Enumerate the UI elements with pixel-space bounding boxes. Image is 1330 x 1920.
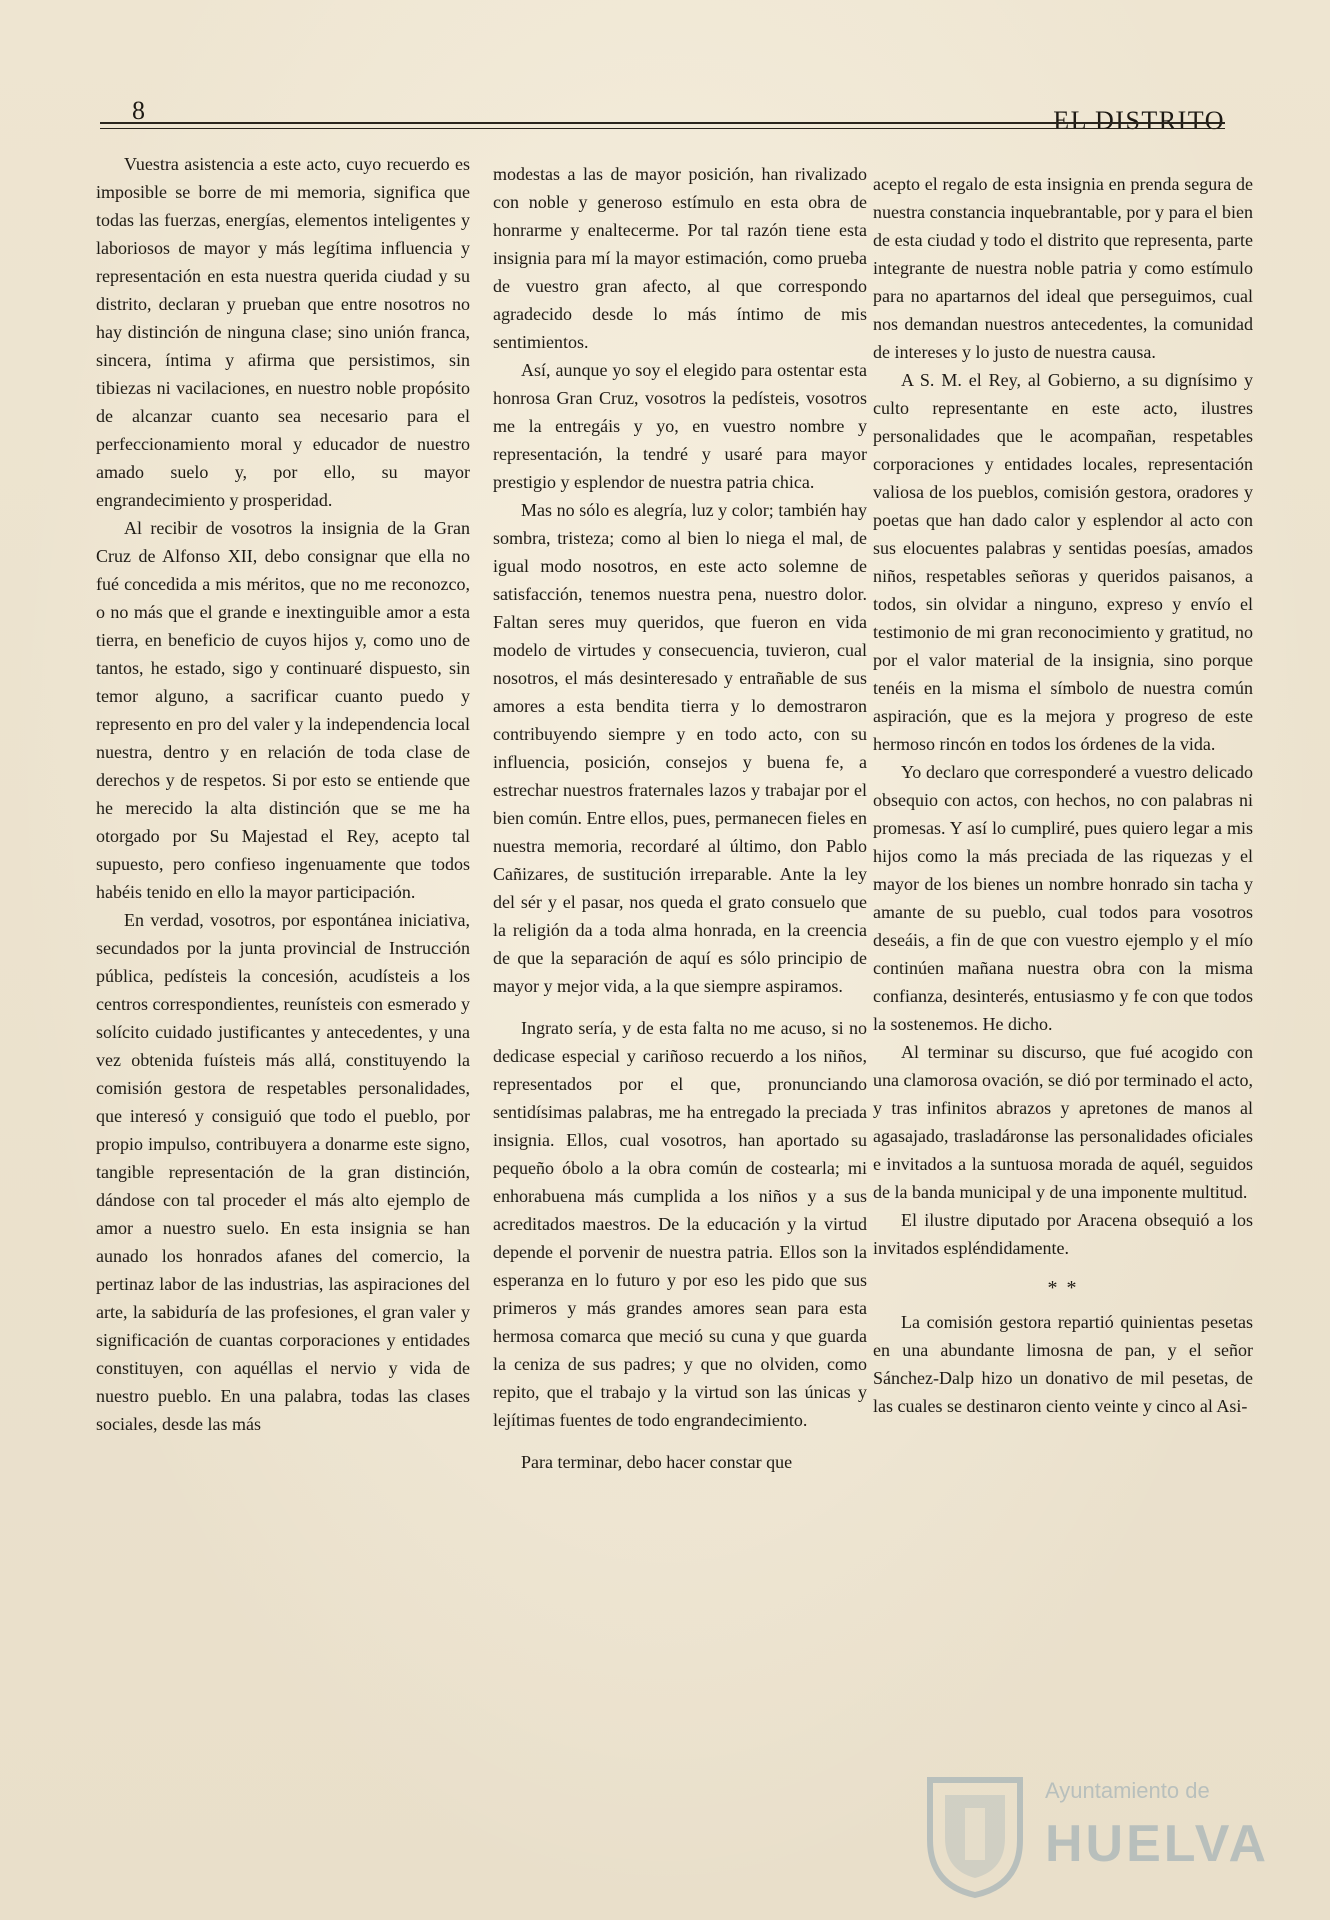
column-2 — [493, 160, 867, 1476]
paragraph: Mas no sólo es alegría, luz y color; también hay sombra, tristeza; como al bien lo niega el mal, de igual modo nosotros, en este acto solemne de satisfacción, tenemos nuestra pena, nuestro dolor. Faltan seres muy queridos, que fueron en vida modelo de virtudes y consecuencia, tuvieron, cual nosotros, el más desinteresado y entrañable de sus amores a esta bendita tierra y lo demostraron contribuyendo siempre y en todo acto, con su influencia, posición, consejos y buena fe, a estrechar nuestros fraternales lazos y trabajar por el bien común. Entre ellos, pues, permanecen fieles en nuestra memoria, recordaré al último, don Pablo Cañizares, de sustitución irreparable. Ante la ley del sér y el pasar, nos queda el grato consuelo que la religión da a toda alma honrada, en la creencia de que la separación de aquí es sólo principio de mayor y mejor vida, a la que siempre aspiramos. — [493, 500, 867, 996]
paragraph: Al recibir de vosotros la insignia de la Gran Cruz de Alfonso XII, debo consignar que ella no fué concedida a mis méritos, que no me reconozco, o no más que el grande e inextinguible amor a esta tierra, en beneficio de cuyos hijos y, como uno de tantos, he estado, sigo y continuaré dispuesto, sin temor alguno, a sacrificar cuanto puedo y represento en pro del valer y la independencia local nuestra, dentro y en relación de toda clase de derechos y de respetos. Si por esto se entiende que he merecido la alta distinción que se me ha otorgado por Su Majestad el Rey, acepto tal supuesto, pero confieso ingenuamente que todos habéis tenido en ello la mayor participación. — [96, 518, 470, 902]
paragraph: En verdad, vosotros, por espontánea iniciativa, secundados por la junta provincial de Instrucción pública, pedísteis la concesión, acudísteis a los centros correspondientes, reunísteis con esmerado y solícito cuidado justificantes y antecedentes, y una vez obtenida fuísteis más allá, constituyendo la comisión gestora de respetables personalidades, que interesó y consiguió que todo el pueblo, por propio impulso, contribuyera a donarme este signo, tangible representación de la gran distinción, dándose con tal proceder el más alto ejemplo de amor a nuestro suelo. En esta insignia se han aunado los honrados afanes del comercio, la pertinaz labor de las industrias, las aspiraciones del arte, la sabiduría de las profesiones, el gran valer y significación de cuantas corporaciones y entidades constituyen, con aquéllas el nervio y vida de nuestro pueblo. En una palabra, todas las clases sociales, desde las más — [96, 910, 470, 1434]
column-1 — [96, 150, 470, 1438]
paragraph: modestas a las de mayor posición, han rivalizado con noble y generoso estímulo en esta obra de honrarme y enaltecerme. Por tal razón tiene esta insignia para mí la mayor estimación, como prueba de vuestro gran afecto, al que correspondo agradecido desde lo más íntimo de mis sentimientos. — [493, 164, 867, 352]
paragraph: acepto el regalo de esta insignia en prenda segura de nuestra constancia inquebrantable, por y para el bien de esta ciudad y todo el distrito que representa, parte integrante de nuestra noble patria y como estímulo para no apartarnos del ideal que perseguimos, cual nos demandan nuestros antecedentes, la comunidad de intereses y lo justo de nuestra causa. — [873, 174, 1253, 362]
header-rule — [100, 122, 1225, 124]
paragraph: Ingrato sería, y de esta falta no me acuso, si no dedicase especial y cariñoso recuerdo a los niños, representados por el que, pronunciando sentidísimas palabras, me ha entregado la preciada insignia. Ellos, cual vosotros, han aportado su pequeño óbolo a la obra común de costearla; mi enhorabuena más cumplida a los niños y a sus acreditados maestros. De la educación y la virtud depende el porvenir de nuestra patria. Ellos son la esperanza en lo futuro y por eso les pido que sus primeros y más grandes amores sean para esta hermosa comarca que meció su cuna y que guarda la ceniza de sus padres; y que no olviden, como repito, que el trabajo y la virtud son las únicas y lejítimas fuentes de todo engrandecimiento. — [493, 1018, 867, 1430]
section-separator: * * — [1047, 1277, 1079, 1299]
paragraph: El ilustre diputado por Aracena obsequió a los invitados espléndidamente. — [873, 1210, 1253, 1258]
page-header — [100, 96, 1225, 136]
paragraph: Así, aunque yo soy el elegido para ostentar esta honrosa Gran Cruz, vosotros la pedísteis, vosotros me la entregáis y yo, en vuestro nombre y representación, la tendré y usaré para mayor prestigio y esplendor de nuestra patria chica. — [493, 360, 867, 492]
watermark-line-2: HUELVA — [1045, 1815, 1270, 1873]
coat-of-arms-icon — [920, 1770, 1030, 1900]
paragraph: Vuestra asistencia a este acto, cuyo recuerdo es imposible se borre de mi memoria, significa que todas las fuerzas, energías, elementos inteligentes y laboriosos de mayor y más legítima influencia y representación en esta nuestra querida ciudad y su distrito, declaran y prueban que entre nosotros no hay distinción de ninguna clase; sino unión franca, sincera, íntima y afirma que persistimos, sin tibiezas ni vacilaciones, en nuestro noble propósito de alcanzar cuanto sea necesario para el perfeccionamiento moral y educador de nuestro amado suelo y, por ello, su mayor engrandecimiento y prosperidad. — [96, 154, 470, 510]
column-3 — [873, 170, 1253, 1420]
watermark — [920, 1770, 1270, 1900]
paragraph: Yo declaro que corresponderé a vuestro delicado obsequio con actos, con hechos, no con palabras ni promesas. Y así lo cumpliré, pues quiero legar a mis hijos como la más preciada de las riquezas y el mayor de los bienes un nombre honrado sin tacha y amante de su pueblo, cual todos para vosotros deseáis, a fin de que con vuestro ejemplo y el mío continúen mañana nuestra obra con la misma confianza, desinterés, entusiasmo y fe con que todos la sostenemos. He dicho. — [873, 762, 1253, 1034]
header-rule-thin — [100, 128, 1225, 129]
paragraph: La comisión gestora repartió quinientas pesetas en una abundante limosna de pan, y el señor Sánchez-Dalp hizo un donativo de mil pesetas, de las cuales se destinaron ciento veinte y cinco al Asi- — [873, 1312, 1253, 1416]
paragraph: Para terminar, debo hacer constar que — [521, 1452, 793, 1472]
paragraph: Al terminar su discurso, que fué acogido con una clamorosa ovación, se dió por terminado el acto, y tras infinitos abrazos y apretones de manos al agasajado, trasladáronse las personalidades oficiales e invitados a la suntuosa morada de aquél, seguidos de la banda municipal y de una imponente multitud. — [873, 1042, 1253, 1202]
watermark-line-1: Ayuntamiento de — [1045, 1778, 1210, 1803]
page-number: 8 — [132, 96, 145, 125]
masthead-title: EL DISTRITO — [1053, 106, 1225, 135]
paragraph: A S. M. el Rey, al Gobierno, a su dignísimo y culto representante en este acto, ilustres personalidades que le acompañan, respetables corporaciones y entidades locales, representación valiosa de los pueblos, comisión gestora, oradores y poetas que han dado calor y esplendor al acto con sus elocuentes palabras y sentidas poesías, amados niños, respetables señoras y queridos paisanos, a todos, sin olvidar a ninguno, expreso y envío el testimonio de mi gran reconocimiento y gratitud, no por el valor material de la insignia, sino porque tenéis en la misma el símbolo de nuestra común aspiración, que es la mejora y progreso de este hermoso rincón en todos los órdenes de la vida. — [873, 370, 1253, 754]
